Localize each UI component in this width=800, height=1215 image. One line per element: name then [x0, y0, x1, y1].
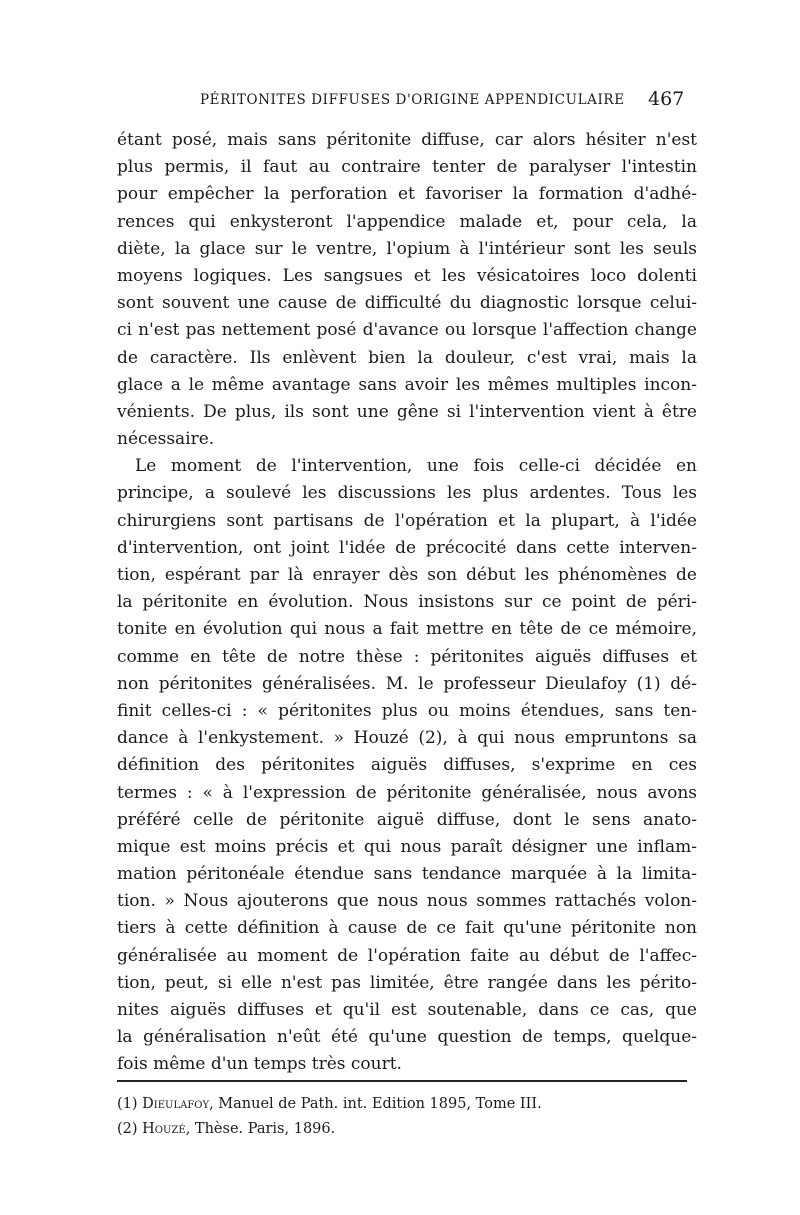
text-line: nites aiguës diffuses et qu'il est soutenable, dans ce cas, que: [117, 1000, 697, 1020]
text-line: la généralisation n'eût été qu'une question de temps, quelque-: [117, 1027, 697, 1048]
page-number: 467: [648, 88, 685, 110]
text-line: chirurgiens sont partisans de l'opération et la plupart, à l'idée: [117, 510, 697, 531]
text-line: sont souvent une cause de difficulté du diagnostic lorsque celui-: [117, 293, 697, 314]
text-line: glace a le même avantage sans avoir les mêmes multiples incon-: [117, 374, 697, 395]
footnote-2: [117, 1117, 697, 1142]
footnote-text: , Manuel de Path. int. Edition 1895, Tome III.: [209, 1096, 542, 1112]
text-line: d'intervention, ont joint l'idée de précocité dans cette interven-: [117, 537, 697, 558]
paragraph-end-line: fois même d'un temps très court.: [117, 1054, 402, 1075]
text-line: mique est moins précis et qui nous paraît désigner une inflam-: [117, 836, 697, 857]
footnote-marker: (2): [117, 1121, 138, 1137]
text-line: préféré celle de péritonite aiguë diffuse, dont le sens anato-: [117, 809, 697, 830]
text-line: étant posé, mais sans péritonite diffuse, car alors hésiter n'est: [117, 130, 697, 150]
text-line: tion, espérant par là enrayer dès son début les phénomènes de: [117, 565, 697, 585]
text-line: moyens logiques. Les sangsues et les vésicatoires loco dolenti: [117, 265, 697, 286]
running-title: PÉRITONITES DIFFUSES D'ORIGINE APPENDICULAIRE: [200, 92, 625, 108]
text-line: tion. » Nous ajouterons que nous nous sommes rattachés volon-: [117, 891, 697, 912]
text-line: diète, la glace sur le ventre, l'opium à l'intérieur sont les seuls: [117, 238, 697, 259]
footnote-text: , Thèse. Paris, 1896.: [185, 1121, 336, 1137]
text-line: de caractère. Ils enlèvent bien la douleur, c'est vrai, mais la: [117, 347, 697, 368]
text-line: rences qui enkysteront l'appendice malade et, pour cela, la: [117, 211, 697, 232]
text-line: non péritonites généralisées. M. le professeur Dieulafoy (1) dé-: [117, 673, 697, 694]
text-line: généralisée au moment de l'opération faite au début de l'affec-: [117, 945, 697, 966]
paragraph-start-line: Le moment de l'intervention, une fois celle-ci décidée en: [135, 456, 697, 477]
text-line: tiers à cette définition à cause de ce fait qu'une péritonite non: [117, 918, 697, 939]
footnotes: [117, 1092, 697, 1142]
text-line: plus permis, il faut au contraire tenter de paralyser l'intestin: [117, 157, 697, 178]
text-line: comme en tête de notre thèse : péritonites aiguës diffuses et: [117, 646, 697, 667]
text-line: termes : « à l'expression de péritonite généralisée, nous avons: [117, 782, 697, 803]
text-line: tonite en évolution qui nous a fait mettre en tête de ce mémoire,: [117, 619, 697, 640]
footnote-author: Houzé: [142, 1121, 186, 1137]
footnote-author: Dieulafoy: [142, 1096, 210, 1112]
text-line: finit celles-ci : « péritonites plus ou moins étendues, sans ten-: [117, 700, 697, 721]
footnote-divider: [117, 1080, 687, 1082]
body-text: [117, 127, 697, 1079]
text-line: principe, a soulevé les discussions les plus ardentes. Tous les: [117, 483, 697, 504]
text-line: définition des péritonites aiguës diffuses, s'exprime en ces: [117, 755, 697, 776]
text-line: la péritonite en évolution. Nous insistons sur ce point de péri-: [117, 592, 697, 613]
text-line: dance à l'enkystement. » Houzé (2), à qui nous empruntons sa: [117, 728, 697, 749]
text-line: pour empêcher la perforation et favoriser la formation d'adhé-: [117, 184, 697, 205]
text-line: tion, peut, si elle n'est pas limitée, être rangée dans les périto-: [117, 972, 697, 993]
paragraph-end-line: nécessaire.: [117, 429, 215, 450]
text-line: vénients. De plus, ils sont une gêne si l'intervention vient à être: [117, 401, 697, 422]
footnote-1: [117, 1092, 697, 1117]
footnote-marker: (1): [117, 1096, 138, 1112]
text-line: mation péritonéale étendue sans tendance marquée à la limita-: [117, 864, 697, 885]
text-line: ci n'est pas nettement posé d'avance ou lorsque l'affection change: [117, 320, 697, 341]
